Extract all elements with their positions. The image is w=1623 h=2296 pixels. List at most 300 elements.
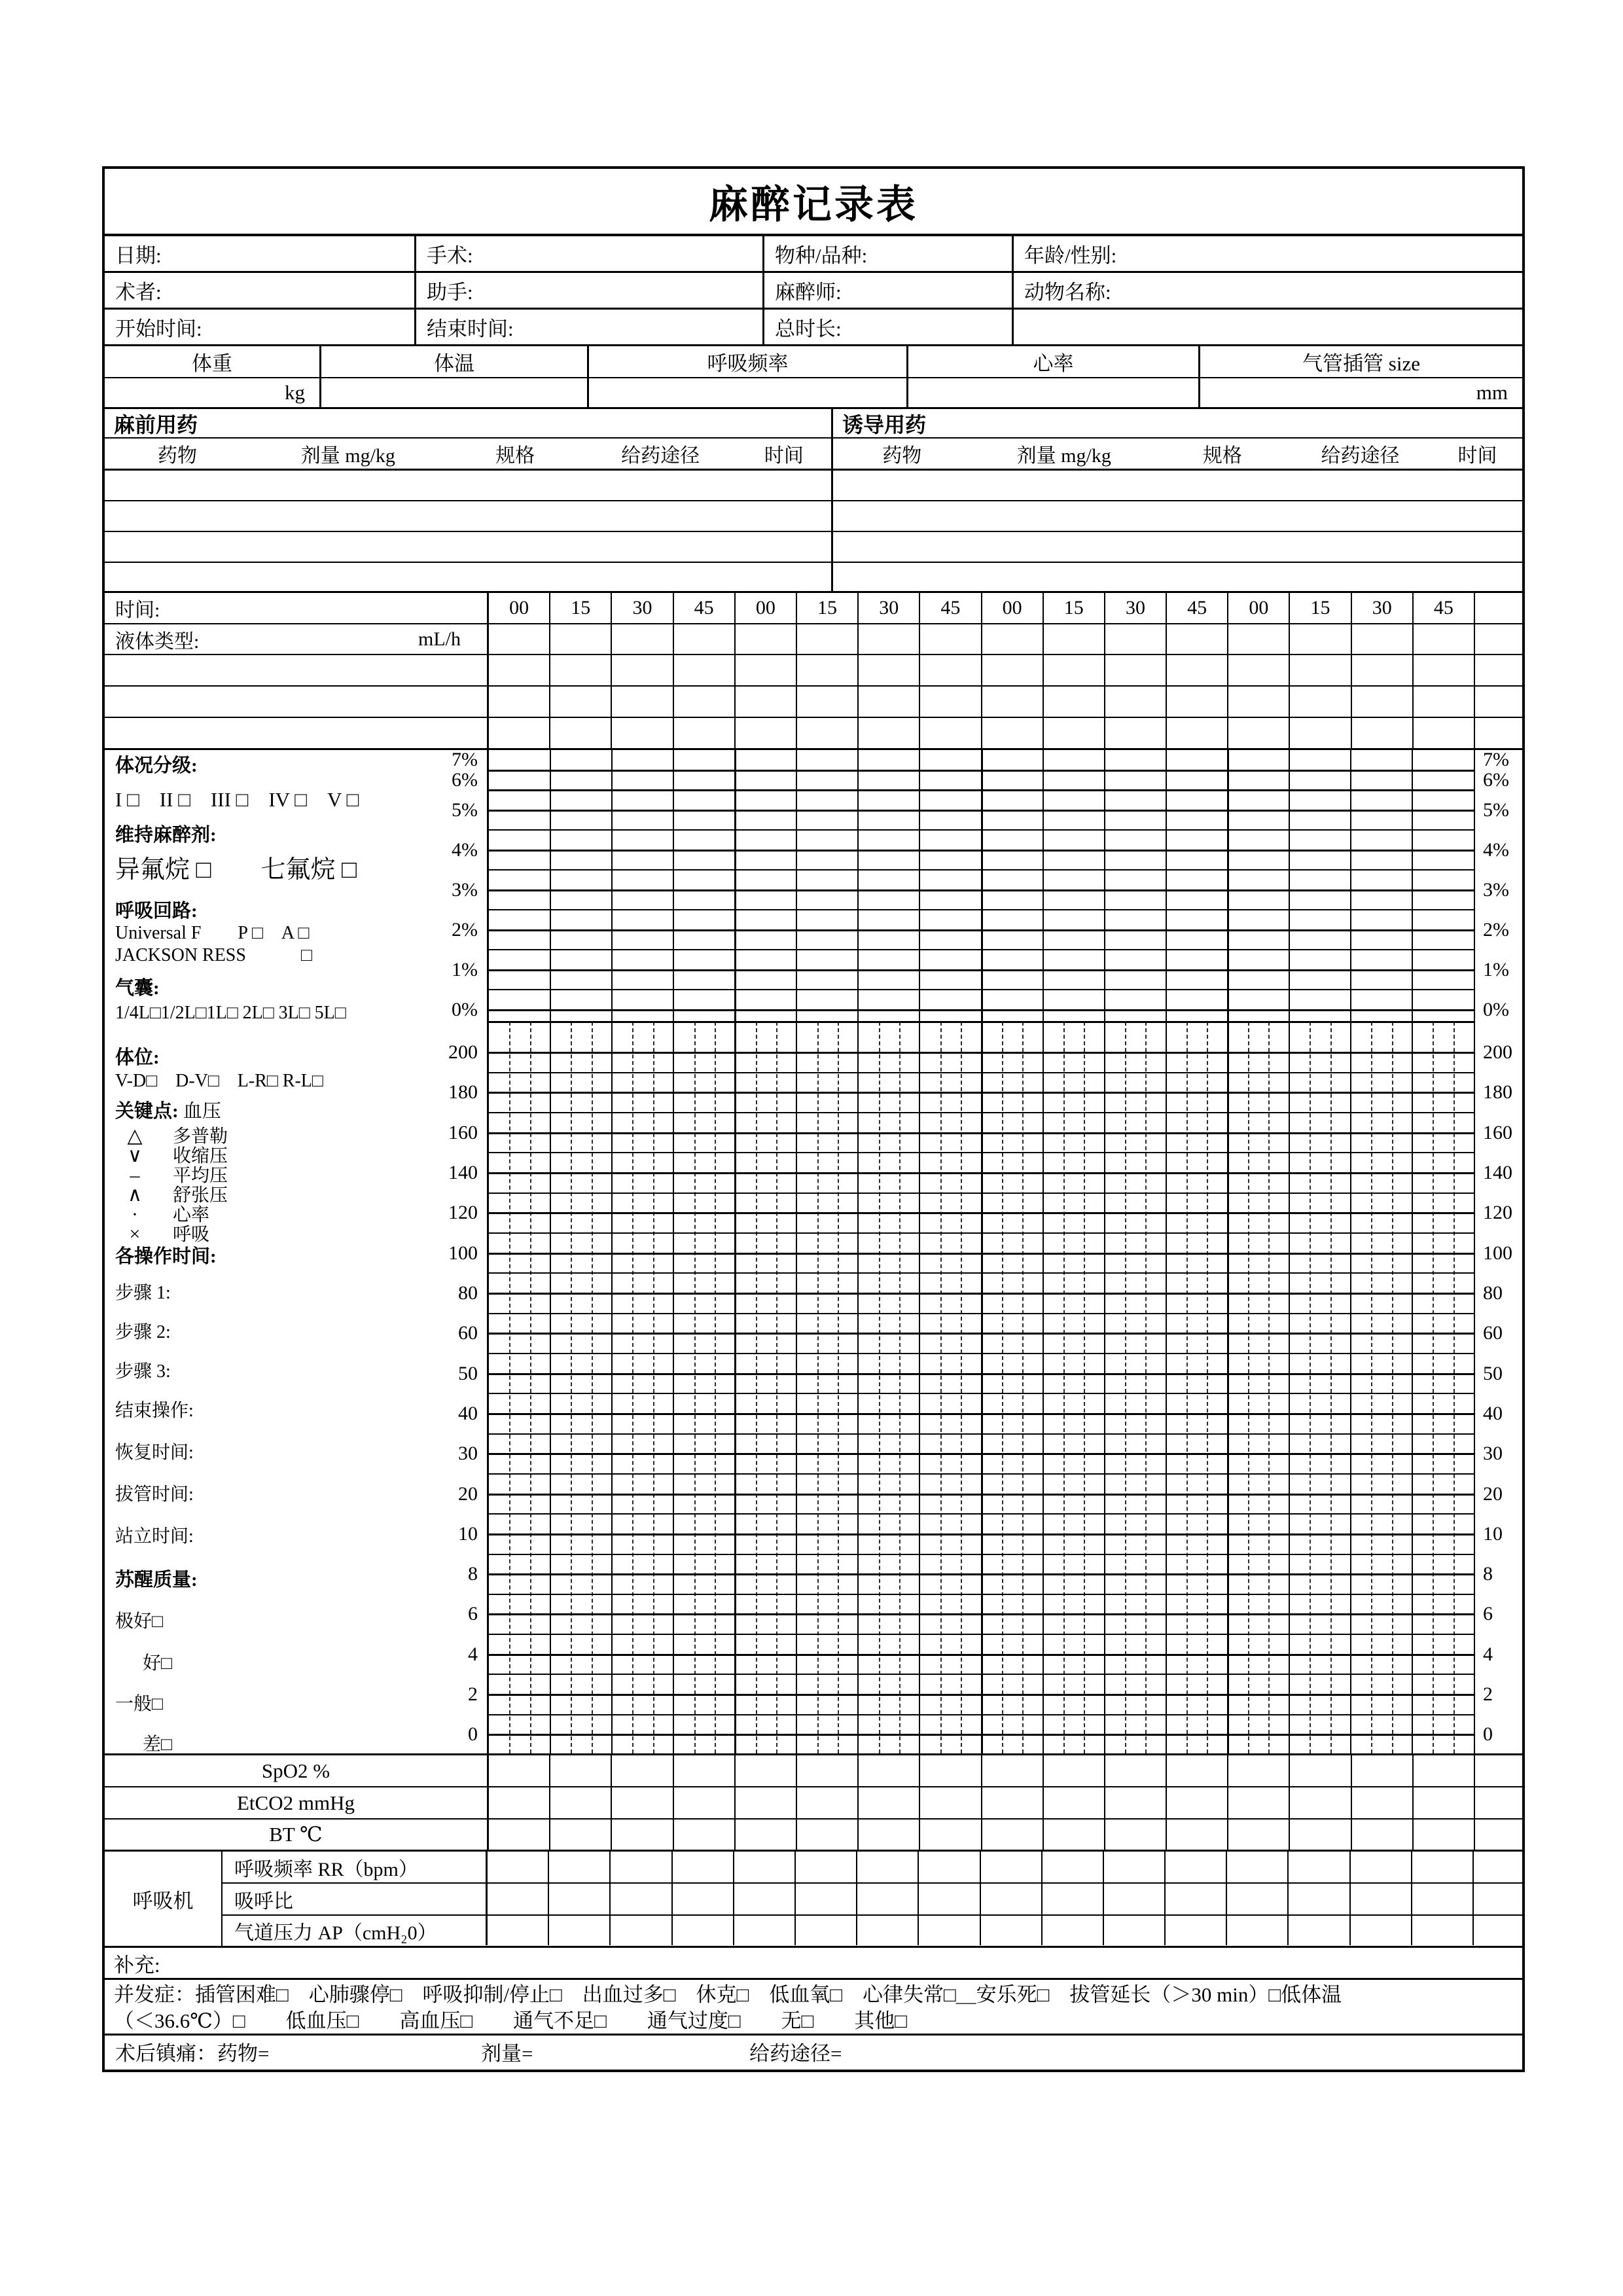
assistant-field[interactable]: 助手:	[416, 273, 764, 308]
grid-cell[interactable]	[1041, 1916, 1103, 1945]
grid-cell[interactable]	[734, 1787, 796, 1818]
vaporizer-axis-label: 3%	[452, 878, 478, 901]
induction-col-spec: 规格	[1202, 445, 1242, 467]
grid-cell[interactable]	[1104, 718, 1166, 748]
grid-cell[interactable]	[611, 1787, 672, 1818]
bp-gridline	[489, 1353, 1474, 1354]
grid-cell[interactable]	[856, 1916, 918, 1945]
grid-cell[interactable]: 15	[1289, 593, 1350, 623]
grid-cell-stub[interactable]	[1474, 718, 1522, 748]
grid-cell[interactable]	[673, 655, 734, 685]
grid-cell[interactable]	[611, 1820, 672, 1850]
grid-cell[interactable]	[1289, 1820, 1350, 1850]
asa-grade-options[interactable]: I □ II □ III □ IV □ V □	[115, 788, 359, 811]
induction-col-dose: 剂量 mg/kg	[1016, 445, 1111, 467]
grid-cell[interactable]	[857, 687, 919, 717]
grid-cell[interactable]	[671, 1884, 733, 1914]
grid-cell[interactable]	[1104, 687, 1166, 717]
grid-cell[interactable]	[980, 1852, 1041, 1882]
chart-sidebar	[105, 750, 487, 1753]
grid-cell[interactable]	[549, 1820, 611, 1850]
age-sex-field[interactable]: 年龄/性别:	[1024, 244, 1117, 267]
grid-cell[interactable]	[734, 624, 796, 654]
extubation-time-field: 拔管时间:	[115, 1484, 194, 1505]
bp-axis-label: 180	[1483, 1081, 1512, 1103]
heart-rate-value-cell[interactable]	[908, 378, 1200, 407]
extra-row-label[interactable]	[105, 718, 487, 748]
grid-cell[interactable]	[487, 1820, 549, 1850]
grid-cell[interactable]	[856, 1884, 918, 1914]
weight-value-cell[interactable]: kg	[105, 378, 321, 407]
premed-entry-cell[interactable]	[105, 471, 833, 500]
grid-cell[interactable]	[486, 1852, 548, 1882]
grid-cell[interactable]: 45	[919, 593, 980, 623]
bp-axis-label: 100	[448, 1242, 478, 1264]
quality-fair-option[interactable]: 一般□	[115, 1694, 163, 1714]
grid-cell[interactable]	[611, 718, 672, 748]
step-3-field: 步骤 3:	[115, 1361, 171, 1382]
premed-entry-cell[interactable]	[105, 501, 833, 531]
et-tube-size-value-cell[interactable]: mm	[1476, 381, 1508, 404]
grid-cell[interactable]	[857, 655, 919, 685]
weight-header: 体重	[105, 346, 321, 377]
grid-cell[interactable]	[548, 1852, 609, 1882]
grid-cell[interactable]	[673, 687, 734, 717]
grid-cell[interactable]	[1411, 1852, 1472, 1882]
grid-cell[interactable]	[857, 1820, 919, 1850]
vaporizer-axis-label: 0%	[1483, 998, 1509, 1020]
grid-cell[interactable]	[1103, 1916, 1164, 1945]
grid-cell[interactable]	[734, 1820, 796, 1850]
grid-cell[interactable]	[981, 718, 1043, 748]
grid-cell[interactable]	[1166, 1820, 1227, 1850]
circuit-jackson-ress-option[interactable]: JACKSON RESS □	[115, 945, 312, 965]
bp-axis-label: 30	[1483, 1443, 1503, 1465]
grid-cell[interactable]	[1166, 687, 1227, 717]
grid-cell[interactable]	[1287, 1916, 1349, 1945]
premed-entry-cell[interactable]	[105, 563, 833, 591]
grid-cell[interactable]	[919, 1820, 980, 1850]
grid-cell[interactable]	[1351, 1755, 1412, 1786]
grid-cell[interactable]	[980, 1916, 1041, 1945]
grid-cell[interactable]	[611, 624, 672, 654]
vaporizer-axis-label: 3%	[1483, 878, 1509, 901]
grid-cell[interactable]	[1103, 1852, 1164, 1882]
respiratory-rate-value-cell[interactable]	[589, 378, 908, 407]
grid-cell[interactable]	[1166, 1787, 1227, 1818]
grid-cell[interactable]	[1227, 1787, 1289, 1818]
grid-cell[interactable]	[548, 1916, 609, 1945]
grid-cell[interactable]	[1289, 655, 1350, 685]
grid-cell[interactable]	[1349, 1852, 1411, 1882]
induction-entry-cell[interactable]	[833, 501, 1522, 531]
grid-cell-stub[interactable]	[1472, 1852, 1522, 1882]
grid-cell[interactable]	[1166, 1755, 1227, 1786]
grid-cell[interactable]	[1349, 1916, 1411, 1945]
vaporizer-axis-label: 5%	[452, 798, 478, 821]
grid-cell[interactable]: 15	[1043, 593, 1104, 623]
grid-cell[interactable]	[486, 1884, 548, 1914]
grid-cell-stub[interactable]	[1474, 655, 1522, 685]
grid-cell[interactable]	[796, 718, 857, 748]
grid-cell[interactable]	[548, 1884, 609, 1914]
chart-right-axis	[1474, 750, 1522, 1753]
grid-cell[interactable]	[1104, 1755, 1166, 1786]
grid-cell[interactable]	[1289, 718, 1350, 748]
grid-cell[interactable]	[733, 1884, 794, 1914]
ventilator-ie-ratio-label: 吸呼比	[234, 1890, 293, 1912]
ventilator-rr-cells	[486, 1852, 1472, 1882]
grid-cell[interactable]: 15	[796, 593, 857, 623]
grid-cell[interactable]	[796, 687, 857, 717]
grid-cell[interactable]	[671, 1852, 733, 1882]
bag-label: 气囊:	[115, 978, 160, 999]
grid-cell-stub[interactable]	[1474, 624, 1522, 654]
surgery-field[interactable]: 手术:	[416, 236, 764, 271]
grid-cell[interactable]	[1227, 718, 1289, 748]
grid-cell[interactable]	[1043, 718, 1104, 748]
grid-cell[interactable]	[549, 624, 611, 654]
complications-line-2[interactable]: （＜36.6℃）□ 低血压□ 高血压□ 通气不足□ 通气过度□ 无□ 其他□	[114, 2009, 907, 2032]
position-label: 体位:	[115, 1047, 160, 1068]
grid-vline	[1227, 750, 1229, 1753]
grid-cell-stub[interactable]	[1474, 593, 1522, 623]
grid-cell[interactable]: 45	[1166, 593, 1227, 623]
standing-time-field: 站立时间:	[115, 1526, 194, 1547]
grid-cell[interactable]	[671, 1916, 733, 1945]
grid-cell[interactable]	[611, 655, 672, 685]
grid-cell[interactable]: 00	[1227, 593, 1289, 623]
grid-cell-stub[interactable]	[1474, 1755, 1522, 1786]
breathing-circuit-label: 呼吸回路:	[115, 901, 198, 922]
grid-cell[interactable]	[981, 624, 1043, 654]
drug-columns-header	[105, 439, 1522, 471]
premed-col-route: 给药途径	[621, 445, 700, 467]
grid-cell[interactable]	[919, 687, 980, 717]
grid-cell[interactable]	[1351, 1820, 1412, 1850]
grid-cell[interactable]	[549, 1787, 611, 1818]
vaporizer-axis-label: 7%	[1483, 750, 1509, 770]
grid-cell[interactable]	[1289, 1755, 1350, 1786]
grid-cell[interactable]	[1043, 1820, 1104, 1850]
grid-cell[interactable]	[611, 1755, 672, 1786]
date-field[interactable]: 日期:	[105, 236, 416, 271]
grid-cell[interactable]	[1227, 687, 1289, 717]
grid-cell[interactable]	[1351, 687, 1412, 717]
postop-label: 术后镇痛：	[115, 2041, 217, 2065]
bp-gridline	[489, 1393, 1474, 1394]
surgeon-field[interactable]: 术者:	[105, 273, 416, 308]
grid-cell[interactable]	[734, 687, 796, 717]
grid-cell[interactable]	[794, 1852, 856, 1882]
grid-cell[interactable]	[981, 1755, 1043, 1786]
vaporizer-gridline	[489, 850, 1474, 852]
bp-axis-label: 8	[468, 1563, 478, 1585]
grid-cell[interactable]: 30	[1104, 593, 1166, 623]
grid-cell[interactable]	[673, 1755, 734, 1786]
grid-cell[interactable]	[1349, 1884, 1411, 1914]
grid-cell[interactable]: 30	[1351, 593, 1412, 623]
grid-cell[interactable]	[673, 1820, 734, 1850]
grid-cell[interactable]: 00	[487, 593, 549, 623]
induction-entry-cell[interactable]	[833, 532, 1522, 562]
grid-cell[interactable]	[919, 655, 980, 685]
vaporizer-gridline	[489, 869, 1474, 870]
time-label: 时间:	[115, 600, 160, 621]
grid-cell[interactable]	[919, 1787, 980, 1818]
quality-poor-option[interactable]: 差□	[143, 1734, 172, 1755]
grid-cell[interactable]	[1351, 718, 1412, 748]
grid-cell[interactable]	[794, 1916, 856, 1945]
grid-cell[interactable]	[609, 1852, 671, 1882]
grid-cell[interactable]	[1227, 655, 1289, 685]
supplement-row[interactable]	[105, 1948, 1522, 1980]
bp-axis-label: 160	[1483, 1121, 1512, 1143]
grid-cell[interactable]	[1412, 655, 1474, 685]
grid-cell[interactable]	[857, 1787, 919, 1818]
bp-axis-label: 40	[1483, 1402, 1503, 1424]
grid-cell[interactable]	[1041, 1852, 1103, 1882]
grid-cell[interactable]	[857, 624, 919, 654]
grid-cell[interactable]	[1104, 655, 1166, 685]
ventilator-airway-pressure-row	[223, 1916, 1522, 1945]
grid-cell[interactable]: 15	[549, 593, 611, 623]
grid-cell[interactable]	[857, 718, 919, 748]
grid-cell[interactable]	[1412, 687, 1474, 717]
grid-cell[interactable]	[1166, 624, 1227, 654]
postop-route-field[interactable]: 给药途径=	[749, 2041, 842, 2065]
grid-cell[interactable]	[611, 687, 672, 717]
bag-size-options[interactable]: 1/4L□1/2L□1L□ 2L□ 3L□ 5L□	[115, 1003, 346, 1023]
grid-cell[interactable]	[919, 718, 980, 748]
postop-drug-field[interactable]: 药物=	[217, 2041, 270, 2065]
grid-cell[interactable]	[1166, 655, 1227, 685]
temperature-value-cell[interactable]	[321, 378, 589, 407]
grid-cell[interactable]	[1043, 624, 1104, 654]
grid-cell[interactable]	[980, 1884, 1041, 1914]
bp-gridline	[489, 1734, 1474, 1736]
induction-entry-cell[interactable]	[833, 563, 1522, 591]
anesthetist-field[interactable]: 麻醉师:	[764, 273, 1014, 308]
premed-entry-cell[interactable]	[105, 532, 833, 562]
anesthesia-record-form	[102, 166, 1525, 2072]
bp-axis-label: 200	[1483, 1041, 1512, 1063]
grid-cell[interactable]	[1412, 1755, 1474, 1786]
grid-cell[interactable]: 30	[857, 593, 919, 623]
grid-cell[interactable]	[1351, 1787, 1412, 1818]
grid-cell[interactable]	[487, 624, 549, 654]
bp-gridline	[489, 1193, 1474, 1194]
bp-axis-label: 80	[1483, 1282, 1503, 1304]
grid-cell[interactable]	[487, 1755, 549, 1786]
animal-name-field[interactable]: 动物名称:	[1024, 281, 1111, 304]
grid-cell[interactable]	[981, 1787, 1043, 1818]
grid-cell[interactable]	[673, 1787, 734, 1818]
total-duration-field[interactable]: 总时长:	[764, 310, 1014, 344]
ventilator-rr-label: 呼吸频率 RR（bpm）	[234, 1858, 418, 1880]
grid-cell[interactable]	[1104, 1820, 1166, 1850]
grid-cell[interactable]	[1289, 687, 1350, 717]
grid-cell[interactable]	[673, 718, 734, 748]
grid-cell[interactable]: 45	[1412, 593, 1474, 623]
info-empty-cell[interactable]	[1014, 310, 1522, 344]
grid-cell[interactable]	[486, 1916, 548, 1945]
et-tube-size-header: 气管插管 size	[1302, 352, 1420, 375]
postop-dose-field[interactable]: 剂量=	[481, 2041, 533, 2065]
premed-col-spec: 规格	[495, 445, 535, 467]
bp-gridline	[489, 1534, 1474, 1535]
grid-cell-stub[interactable]	[1474, 1787, 1522, 1818]
grid-cell[interactable]	[1289, 624, 1350, 654]
grid-cell[interactable]	[1043, 655, 1104, 685]
grid-cell[interactable]	[1103, 1884, 1164, 1914]
grid-cell[interactable]	[1289, 1787, 1350, 1818]
grid-cell[interactable]	[1412, 1820, 1474, 1850]
end-operation-field: 结束操作:	[115, 1401, 194, 1421]
grid-cell[interactable]	[1411, 1916, 1472, 1945]
extra-row-label[interactable]	[105, 687, 487, 717]
bp-gridline	[489, 1694, 1474, 1696]
grid-cell[interactable]	[981, 687, 1043, 717]
grid-cell[interactable]	[918, 1916, 979, 1945]
grid-cell[interactable]	[609, 1884, 671, 1914]
grid-cell[interactable]	[1287, 1884, 1349, 1914]
grid-cell[interactable]	[1104, 624, 1166, 654]
bp-gridline	[489, 1513, 1474, 1515]
grid-cell[interactable]	[1227, 624, 1289, 654]
bp-axis-label: 0	[1483, 1723, 1493, 1746]
grid-cell[interactable]	[1043, 1787, 1104, 1818]
grid-cell-stub[interactable]	[1472, 1884, 1522, 1914]
induction-entry-cell[interactable]	[833, 471, 1522, 500]
species-field[interactable]: 物种/品种:	[764, 236, 1014, 271]
grid-cell[interactable]	[549, 655, 611, 685]
grid-cell[interactable]	[1226, 1884, 1287, 1914]
grid-cell[interactable]	[856, 1852, 918, 1882]
temperature-header: 体温	[321, 346, 589, 377]
grid-cell[interactable]	[673, 624, 734, 654]
extra-cells	[487, 655, 1474, 685]
grid-cell[interactable]	[487, 655, 549, 685]
grid-cell[interactable]	[1043, 1755, 1104, 1786]
grid-cell[interactable]	[1227, 1755, 1289, 1786]
grid-cell[interactable]	[609, 1916, 671, 1945]
grid-cell[interactable]	[487, 718, 549, 748]
grid-cell[interactable]	[1164, 1852, 1226, 1882]
start-time-field[interactable]: 开始时间:	[105, 310, 416, 344]
bp-axis-label: 4	[1483, 1643, 1493, 1665]
bp-axis-label: 50	[1483, 1362, 1503, 1384]
bp-axis-label: 140	[448, 1161, 478, 1183]
grid-cell[interactable]	[1226, 1852, 1287, 1882]
grid-cell[interactable]	[1043, 687, 1104, 717]
grid-cell[interactable]	[1166, 718, 1227, 748]
grid-cell-stub[interactable]	[1472, 1916, 1522, 1945]
grid-cell[interactable]	[796, 1755, 857, 1786]
grid-cell[interactable]	[918, 1884, 979, 1914]
grid-cell[interactable]	[1041, 1884, 1103, 1914]
grid-cell[interactable]	[919, 1755, 980, 1786]
grid-cell[interactable]	[734, 1755, 796, 1786]
grid-cell-stub[interactable]	[1474, 1820, 1522, 1850]
vaporizer-gridline	[489, 770, 1474, 772]
heart-rate-header: 心率	[908, 346, 1200, 377]
grid-cell[interactable]	[1351, 655, 1412, 685]
grid-cell[interactable]: 45	[673, 593, 734, 623]
anesthetic-options[interactable]: 异氟烷 □ 七氟烷 □	[115, 856, 357, 884]
circuit-universal-f-option[interactable]: Universal F P □ A □	[115, 923, 310, 943]
body-temp-label: BT ℃	[269, 1823, 323, 1846]
grid-cell[interactable]	[733, 1852, 794, 1882]
vaporizer-axis-label: 1%	[452, 958, 478, 980]
bp-gridline	[489, 1413, 1474, 1415]
legend-diastolic: ∧ 舒张压	[115, 1183, 228, 1207]
grid-cell[interactable]	[1104, 1787, 1166, 1818]
grid-cell-stub[interactable]	[1474, 687, 1522, 717]
respiratory-rate-header: 呼吸频率	[589, 346, 908, 377]
grid-cell[interactable]	[549, 718, 611, 748]
grid-cell[interactable]	[1227, 1820, 1289, 1850]
grid-cell[interactable]	[733, 1916, 794, 1945]
grid-cell[interactable]: 00	[981, 593, 1043, 623]
quality-good-option[interactable]: 好□	[143, 1653, 172, 1674]
end-time-field[interactable]: 结束时间:	[416, 310, 764, 344]
drug-section-header	[105, 409, 1522, 439]
grid-cell[interactable]	[1351, 624, 1412, 654]
grid-cell[interactable]	[796, 655, 857, 685]
grid-vline	[734, 750, 736, 1753]
grid-cell[interactable]	[487, 687, 549, 717]
extra-row-label[interactable]	[105, 655, 487, 685]
grid-cell[interactable]	[1412, 624, 1474, 654]
vaporizer-gridline	[489, 829, 1474, 831]
grid-cell[interactable]	[1411, 1884, 1472, 1914]
grid-cell[interactable]: 30	[611, 593, 672, 623]
grid-cell[interactable]	[857, 1755, 919, 1786]
position-options[interactable]: V-D□ D-V□ L-R□ R-L□	[115, 1071, 323, 1091]
grid-cell[interactable]	[918, 1852, 979, 1882]
grid-cell[interactable]	[734, 655, 796, 685]
grid-cell[interactable]	[796, 1820, 857, 1850]
grid-cell[interactable]: 00	[734, 593, 796, 623]
bp-axis-label: 6	[468, 1603, 478, 1625]
grid-cell[interactable]	[1164, 1884, 1226, 1914]
grid-vline	[1104, 750, 1105, 1753]
grid-cell[interactable]	[549, 1755, 611, 1786]
grid-cell[interactable]	[794, 1884, 856, 1914]
grid-cell[interactable]	[734, 718, 796, 748]
vaporizer-gridline	[489, 909, 1474, 910]
quality-excellent-option[interactable]: 极好□	[115, 1611, 163, 1632]
grid-cell[interactable]	[796, 624, 857, 654]
grid-cell[interactable]	[919, 624, 980, 654]
grid-cell[interactable]	[796, 1787, 857, 1818]
grid-cell[interactable]	[1412, 718, 1474, 748]
grid-cell[interactable]	[487, 1787, 549, 1818]
bp-gridline	[489, 1333, 1474, 1335]
grid-cell[interactable]	[1412, 1787, 1474, 1818]
complications-line-1[interactable]: 并发症：插管困难□ 心肺骤停□ 呼吸抑制/停止□ 出血过多□ 休克□ 低血氧□ 心律失常□＿安乐死□ 拔管延长（＞30 min）□低体温	[114, 1983, 1342, 2006]
chart-grid[interactable]	[487, 750, 1474, 1753]
grid-cell[interactable]	[1287, 1852, 1349, 1882]
grid-cell[interactable]	[1226, 1916, 1287, 1945]
grid-cell[interactable]	[1164, 1916, 1226, 1945]
premed-col-time: 时间	[764, 445, 804, 467]
bp-axis-label: 60	[458, 1322, 478, 1344]
grid-cell[interactable]	[981, 655, 1043, 685]
grid-cell[interactable]	[981, 1820, 1043, 1850]
grid-cell[interactable]	[549, 687, 611, 717]
